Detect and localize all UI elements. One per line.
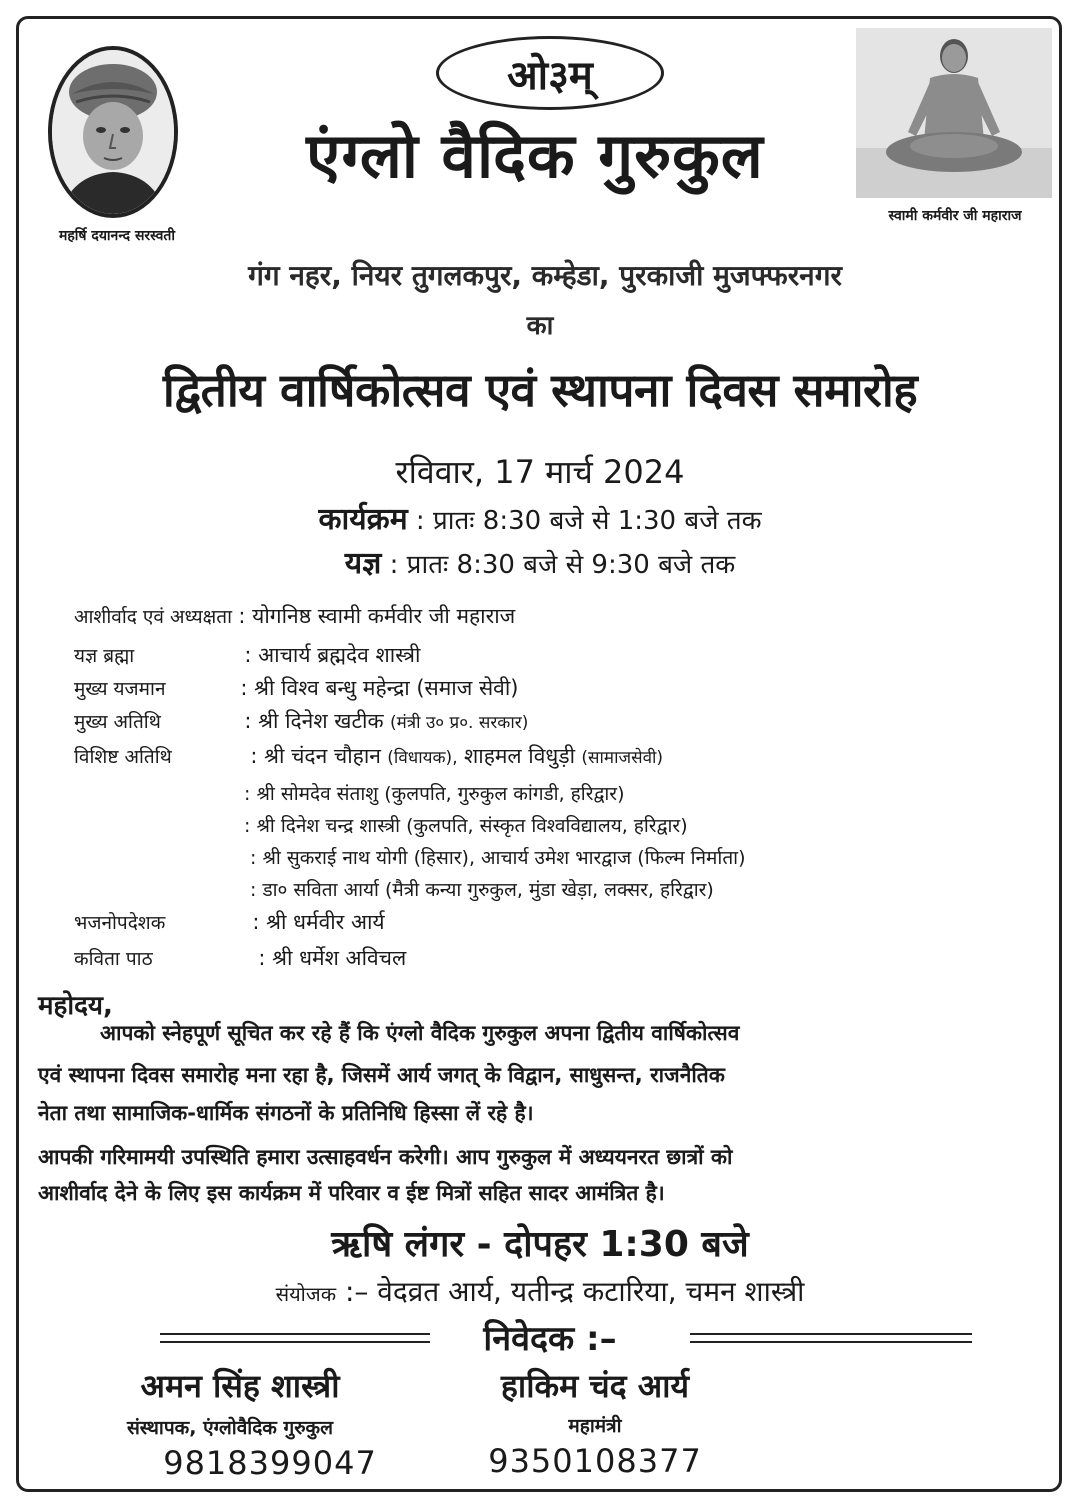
nivedak-heading: निवेदक :– (483, 1319, 617, 1359)
address: गंग नहर, नियर तुगलकपुर, कम्हेडा, पुरकाजी मुजफ्फरनगर (248, 259, 842, 292)
program-time: : प्रातः 8:30 बजे से 1:30 बजे तक (415, 506, 762, 536)
letter-line-3: नेता तथा सामाजिक-धार्मिक संगठनों के प्रतिनिधि हिस्सा लें रहे है। (38, 1101, 534, 1125)
detail-bhajan (74, 908, 1034, 936)
letter-line-2: एवं स्थापना दिवस समारोह मना रहा है, जिसमें आर्य जगत् के विद्वान, साधुसन्त, राजनैतिक (38, 1063, 725, 1087)
brahma-value: : आचार्य ब्रह्मदेव शास्त्री (244, 643, 421, 667)
detail-chief-guest (74, 707, 1034, 735)
caption-dayanand: महर्षि दयानन्द सरस्वती (58, 228, 175, 244)
special-guest-2-name: शाहमल विधुड़ी (463, 744, 576, 768)
event-date: रविवार, 17 मार्च 2024 (395, 453, 685, 491)
divider-left-bottom (160, 1341, 430, 1343)
special-guest-line-3: : श्री दिनेश चन्द्र शास्त्री (कुलपति, संस्कृत विश्वविद्यालय, हरिद्वार) (244, 815, 688, 837)
yajna-time: : प्रातः 8:30 बजे से 9:30 बजे तक (389, 550, 736, 580)
salutation: महोदय, (38, 991, 113, 1021)
sanyojak-line (120, 1272, 960, 1310)
special-guest-1-note: (विधायक), (387, 748, 458, 768)
special-guest-line-5: : डा० सविता आर्या (मैत्री कन्या गुरुकुल, मुंडा खेड़ा, लक्सर, हरिद्वार) (250, 879, 714, 901)
signatory-2-role: महामंत्री (568, 1415, 622, 1437)
bhajan-value: : श्री धर्मवीर आर्य (252, 910, 385, 934)
rishi-langar: ऋषि लंगर - दोपहर 1:30 बजे (331, 1224, 749, 1265)
gurukul-title: एंग्लो वैदिक गुरुकुल (306, 119, 764, 192)
brahma-label: यज्ञ ब्रह्मा (74, 645, 135, 667)
sanyojak-label: संयोजक (275, 1282, 337, 1306)
signatory-2-name: हाकिम चंद आर्य (500, 1367, 690, 1405)
ashirwad-label: आशीर्वाद एवं अध्यक्षता (74, 606, 233, 628)
letter-line-1: आपको स्नेहपूर्ण सूचित कर रहे हैं कि एंग्लो वैदिक गुरुकुल अपना द्वितीय वार्षिकोत्सव (100, 1021, 740, 1045)
special-guest-line-2: : श्री सोमदेव संताशु (कुलपति, गुरुकुल कांगडी, हरिद्वार) (244, 783, 625, 805)
ashirwad-value: : योगनिष्ठ स्वामी कर्मवीर जी महाराज (238, 604, 516, 628)
om-emblem: ओ३म् (436, 36, 664, 110)
signatory-1-role: संस्थापक, एंग्लोवैदिक गुरुकुल (126, 1417, 334, 1439)
special-guest-1-name: : श्री चंदन चौहान (250, 744, 381, 768)
program-label: कार्यक्रम (318, 502, 408, 537)
event-title: द्वितीय वार्षिकोत्सव एवं स्थापना दिवस समारोह (162, 363, 918, 417)
letter-line-5: आशीर्वाद देने के लिए इस कार्यक्रम में परिवार व ईष्ट मित्रों सहित सादर आमंत्रित है। (38, 1181, 665, 1205)
divider-left-top (160, 1333, 430, 1335)
program-time-line (150, 497, 930, 538)
portrait-karmveer-image (856, 28, 1052, 198)
divider-right-bottom (690, 1341, 972, 1343)
special-guest-line-4: : श्री सुकराई नाथ योगी (हिसार), आचार्य उमेश भारद्वाज (फिल्म निर्माता) (250, 847, 746, 869)
detail-kavita (74, 944, 1034, 972)
detail-brahma (74, 641, 1034, 669)
yajna-time-line (150, 541, 930, 582)
chief-guest-value: : श्री दिनेश खटीक (244, 709, 384, 733)
signatory-1-name: अमन सिंह शास्त्री (140, 1367, 340, 1405)
yajna-label: यज्ञ (344, 546, 382, 581)
connector-ka: का (526, 311, 554, 341)
yajman-value: : श्री विश्व बन्धु महेन्द्रा (समाज सेवी) (240, 676, 519, 700)
caption-karmveer: स्वामी कर्मवीर जी महाराज (888, 208, 1022, 224)
kavita-value: : श्री धर्मेश अविचल (258, 946, 407, 970)
signatory-2-phone: 9350108377 (488, 1442, 702, 1480)
letter-line-4: आपकी गरिमामयी उपस्थिति हमारा उत्साहवर्धन करेगी। आप गुरुकुल में अध्ययनरत छात्रों को (38, 1145, 733, 1169)
chief-guest-note: (मंत्री उ० प्र०. सरकार) (389, 713, 529, 733)
sanyojak-value: :– वेदव्रत आर्य, यतीन्द्र कटारिया, चमन शास्त्री (344, 1275, 805, 1308)
detail-ashirwad (74, 602, 1034, 630)
portrait-dayanand-image (48, 46, 178, 218)
special-guest-label: विशिष्ट अतिथि (74, 746, 172, 768)
chief-guest-label: मुख्य अतिथि (74, 711, 161, 733)
yajman-label: मुख्य यजमान (74, 678, 166, 700)
bhajan-label: भजनोपदेशक (74, 912, 166, 934)
signatory-1-phone: 9818399047 (163, 1444, 377, 1482)
detail-special-guest (74, 742, 1034, 770)
special-guest-2-note: (सामाजसेवी) (581, 748, 664, 768)
kavita-label: कविता पाठ (74, 948, 153, 970)
divider-right-top (690, 1333, 972, 1335)
detail-yajman (74, 674, 1034, 702)
